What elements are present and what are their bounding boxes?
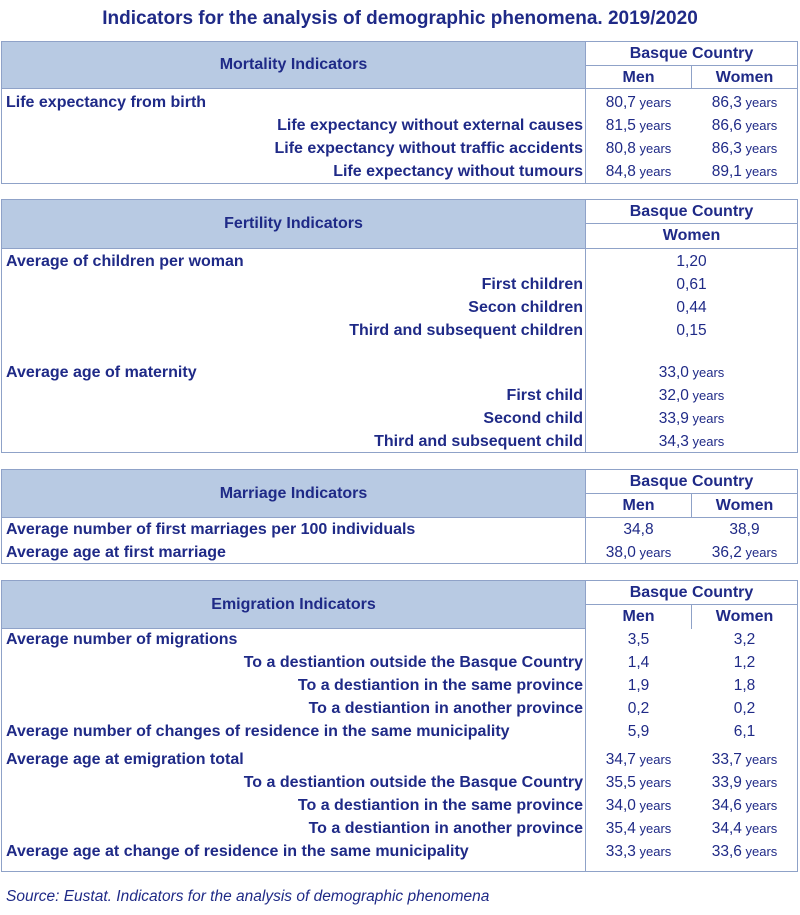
emigration-women-value-number: 33,9	[711, 774, 742, 791]
emigration-women-value-unit: years	[741, 798, 778, 813]
mortality-row-label: Life expectancy without external causes	[277, 117, 583, 134]
fertility-row-label: Third and subsequent children	[349, 322, 583, 339]
fertility-women-value	[586, 384, 797, 407]
mortality-women-value	[692, 91, 797, 114]
emigration-men-value-number: 34,0	[605, 797, 636, 814]
emigration-men-value	[586, 674, 691, 697]
emigration-table	[1, 580, 798, 872]
emigration-men-value-unit: years	[635, 775, 672, 790]
mortality-men-value-unit: years	[635, 118, 672, 133]
emigration-men-value-number: 1,9	[627, 677, 650, 694]
mortality-men-value	[586, 137, 691, 160]
marriage-men-value	[586, 541, 691, 564]
mortality-row	[2, 137, 797, 160]
marriage-row	[2, 518, 797, 541]
mortality-row	[2, 114, 797, 137]
mortality-region-header: Basque Country	[629, 44, 754, 62]
mortality-row	[2, 160, 797, 183]
mortality-men-value-number: 80,7	[605, 94, 636, 111]
marriage-women-value	[692, 518, 797, 541]
emigration-heading: Emigration Indicators	[2, 581, 586, 629]
emigration-row-label: Average number of migrations	[6, 631, 238, 648]
fertility-women-value	[586, 319, 797, 342]
emigration-row	[2, 720, 797, 743]
fertility-row	[2, 430, 797, 453]
fertility-row	[2, 361, 797, 384]
emigration-row	[2, 794, 797, 817]
mortality-men-value	[586, 91, 691, 114]
emigration-women-value	[692, 651, 797, 674]
fertility-women-value-unit: years	[688, 388, 725, 403]
mortality-men-value-unit: years	[635, 95, 672, 110]
emigration-women-value	[692, 771, 797, 794]
marriage-men-value-unit: years	[635, 545, 672, 560]
mortality-men-value-unit: years	[635, 141, 672, 156]
fertility-row-label: Average age of maternity	[6, 364, 197, 381]
mortality-women-value-number: 86,6	[711, 117, 742, 134]
fertility-women-value-number: 32,0	[658, 387, 689, 404]
emigration-women-value-number: 0,2	[733, 700, 756, 717]
mortality-men-value-number: 80,8	[605, 140, 636, 157]
emigration-row	[2, 628, 797, 651]
emigration-women-value-unit: years	[741, 844, 778, 859]
fertility-row-label: First children	[481, 276, 583, 293]
fertility-women-value-number: 34,3	[658, 433, 689, 450]
fertility-row-label: Second child	[483, 410, 583, 427]
emigration-men-value-number: 33,3	[605, 843, 636, 860]
fertility-region-header: Basque Country	[629, 202, 754, 220]
fertility-women-value-number: 33,0	[658, 364, 689, 381]
emigration-men-value	[586, 817, 691, 840]
emigration-men-value-number: 3,5	[627, 631, 650, 648]
emigration-row	[2, 817, 797, 840]
mortality-women-value	[692, 137, 797, 160]
fertility-women-value-unit: years	[688, 411, 725, 426]
emigration-men-value	[586, 651, 691, 674]
emigration-row-label: To a destiantion in the same province	[297, 677, 583, 694]
mortality-women-header: Women	[715, 68, 774, 86]
emigration-women-value	[692, 817, 797, 840]
marriage-women-value-number: 36,2	[711, 544, 742, 561]
emigration-women-value-unit: years	[741, 821, 778, 836]
marriage-men-header: Men	[622, 496, 655, 514]
emigration-men-value	[586, 840, 691, 863]
emigration-row-label: To a destiantion outside the Basque Country	[243, 774, 583, 791]
mortality-women-value	[692, 160, 797, 183]
fertility-women-value-number: 33,9	[658, 410, 689, 427]
fertility-row	[2, 319, 797, 342]
emigration-women-value	[692, 748, 797, 771]
fertility-row	[2, 296, 797, 319]
emigration-men-value-number: 1,4	[627, 654, 650, 671]
fertility-row-label: Third and subsequent child	[374, 433, 583, 450]
emigration-women-value-number: 3,2	[733, 631, 756, 648]
fertility-women-value	[586, 296, 797, 319]
emigration-women-value	[692, 840, 797, 863]
fertility-women-value	[586, 430, 797, 453]
emigration-row	[2, 771, 797, 794]
fertility-row-label: First child	[506, 387, 583, 404]
mortality-men-header: Men	[622, 68, 655, 86]
emigration-row-label: To a destiantion in the same province	[297, 797, 583, 814]
mortality-heading: Mortality Indicators	[2, 42, 586, 89]
mortality-men-value	[586, 160, 691, 183]
emigration-men-value-unit: years	[635, 844, 672, 859]
mortality-table	[1, 41, 798, 184]
emigration-row	[2, 651, 797, 674]
emigration-women-value	[692, 794, 797, 817]
emigration-row-label: To a destiantion in another province	[308, 820, 583, 837]
emigration-men-value-unit: years	[635, 798, 672, 813]
emigration-row	[2, 697, 797, 720]
emigration-men-value	[586, 794, 691, 817]
emigration-women-value-number: 1,2	[733, 654, 756, 671]
mortality-women-value-unit: years	[741, 141, 778, 156]
fertility-table	[1, 199, 798, 453]
emigration-row-label: To a destiantion in another province	[308, 700, 583, 717]
marriage-women-header: Women	[715, 496, 774, 514]
marriage-women-value-unit: years	[741, 545, 778, 560]
fertility-row	[2, 407, 797, 430]
source-note: Source: Eustat. Indicators for the analysis of demographic phenomena	[6, 888, 490, 905]
emigration-women-value	[692, 674, 797, 697]
mortality-row-label: Life expectancy from birth	[6, 94, 207, 111]
fertility-row	[2, 273, 797, 296]
emigration-women-value-number: 34,6	[711, 797, 742, 814]
emigration-row-label: Average age at emigration total	[6, 751, 244, 768]
emigration-row-label: Average age at change of residence in the same municipality	[6, 843, 469, 860]
emigration-men-value	[586, 628, 691, 651]
mortality-women-value	[692, 114, 797, 137]
fertility-women-value	[586, 407, 797, 430]
emigration-region-header: Basque Country	[629, 583, 754, 601]
fertility-women-value-unit: years	[688, 365, 725, 380]
emigration-women-value-number: 33,7	[711, 751, 742, 768]
emigration-women-value-number: 33,6	[711, 843, 742, 860]
emigration-women-value	[692, 720, 797, 743]
emigration-men-value	[586, 720, 691, 743]
fertility-women-header: Women	[662, 227, 721, 244]
marriage-row-label: Average number of first marriages per 100 individuals	[6, 521, 416, 538]
emigration-women-value-number: 34,4	[711, 820, 742, 837]
mortality-row-label: Life expectancy without tumours	[333, 163, 583, 180]
fertility-women-value	[586, 273, 797, 296]
emigration-women-value	[692, 628, 797, 651]
marriage-region-header: Basque Country	[629, 472, 754, 490]
mortality-women-value-unit: years	[741, 118, 778, 133]
emigration-men-header: Men	[622, 607, 655, 625]
mortality-women-value-unit: years	[741, 95, 778, 110]
emigration-row	[2, 748, 797, 771]
emigration-women-value	[692, 697, 797, 720]
emigration-men-value-number: 35,4	[605, 820, 636, 837]
emigration-women-value-unit: years	[741, 775, 778, 790]
emigration-men-value-unit: years	[635, 821, 672, 836]
marriage-women-value-number: 38,9	[729, 521, 760, 538]
emigration-women-value-number: 6,1	[733, 723, 756, 740]
mortality-men-value-unit: years	[635, 164, 672, 179]
marriage-table	[1, 469, 798, 564]
fertility-row-label: Secon children	[468, 299, 583, 316]
marriage-men-value-number: 34,8	[623, 521, 654, 538]
emigration-men-value-number: 35,5	[605, 774, 636, 791]
marriage-men-value-number: 38,0	[605, 544, 636, 561]
mortality-row-label: Life expectancy without traffic accidents	[274, 140, 583, 157]
emigration-men-value-number: 0,2	[627, 700, 650, 717]
emigration-men-value-unit: years	[635, 752, 672, 767]
emigration-row-label: To a destiantion outside the Basque Country	[243, 654, 583, 671]
marriage-row-label: Average age at first marriage	[6, 544, 226, 561]
mortality-women-value-unit: years	[741, 164, 778, 179]
mortality-women-value-number: 89,1	[711, 163, 742, 180]
fertility-row	[2, 250, 797, 273]
mortality-women-value-number: 86,3	[711, 140, 742, 157]
mortality-men-value-number: 81,5	[605, 117, 636, 134]
emigration-men-value	[586, 697, 691, 720]
emigration-men-value	[586, 748, 691, 771]
emigration-women-value-unit: years	[741, 752, 778, 767]
mortality-row	[2, 91, 797, 114]
marriage-women-value	[692, 541, 797, 564]
fertility-women-value-number: 0,44	[676, 299, 707, 316]
fertility-women-value-number: 1,20	[676, 253, 707, 270]
emigration-women-value-number: 1,8	[733, 677, 756, 694]
marriage-row	[2, 541, 797, 564]
emigration-row	[2, 840, 797, 863]
page-title: Indicators for the analysis of demographic phenomena. 2019/2020	[102, 8, 698, 29]
fertility-women-value	[586, 250, 797, 273]
fertility-women-value-number: 0,15	[676, 322, 707, 339]
mortality-men-value-number: 84,8	[605, 163, 636, 180]
mortality-women-value-number: 86,3	[711, 94, 742, 111]
fertility-row	[2, 384, 797, 407]
emigration-women-header: Women	[715, 607, 774, 625]
fertility-women-value-number: 0,61	[676, 276, 707, 293]
fertility-women-value-unit: years	[688, 434, 725, 449]
emigration-row-label: Average number of changes of residence in the same municipality	[6, 723, 510, 740]
emigration-men-value	[586, 771, 691, 794]
emigration-men-value-number: 5,9	[627, 723, 650, 740]
marriage-men-value	[586, 518, 691, 541]
emigration-men-value-number: 34,7	[605, 751, 636, 768]
mortality-men-value	[586, 114, 691, 137]
emigration-row	[2, 674, 797, 697]
marriage-heading: Marriage Indicators	[2, 470, 586, 518]
fertility-heading: Fertility Indicators	[2, 200, 586, 249]
fertility-row-label: Average of children per woman	[6, 253, 244, 270]
fertility-women-value	[586, 361, 797, 384]
